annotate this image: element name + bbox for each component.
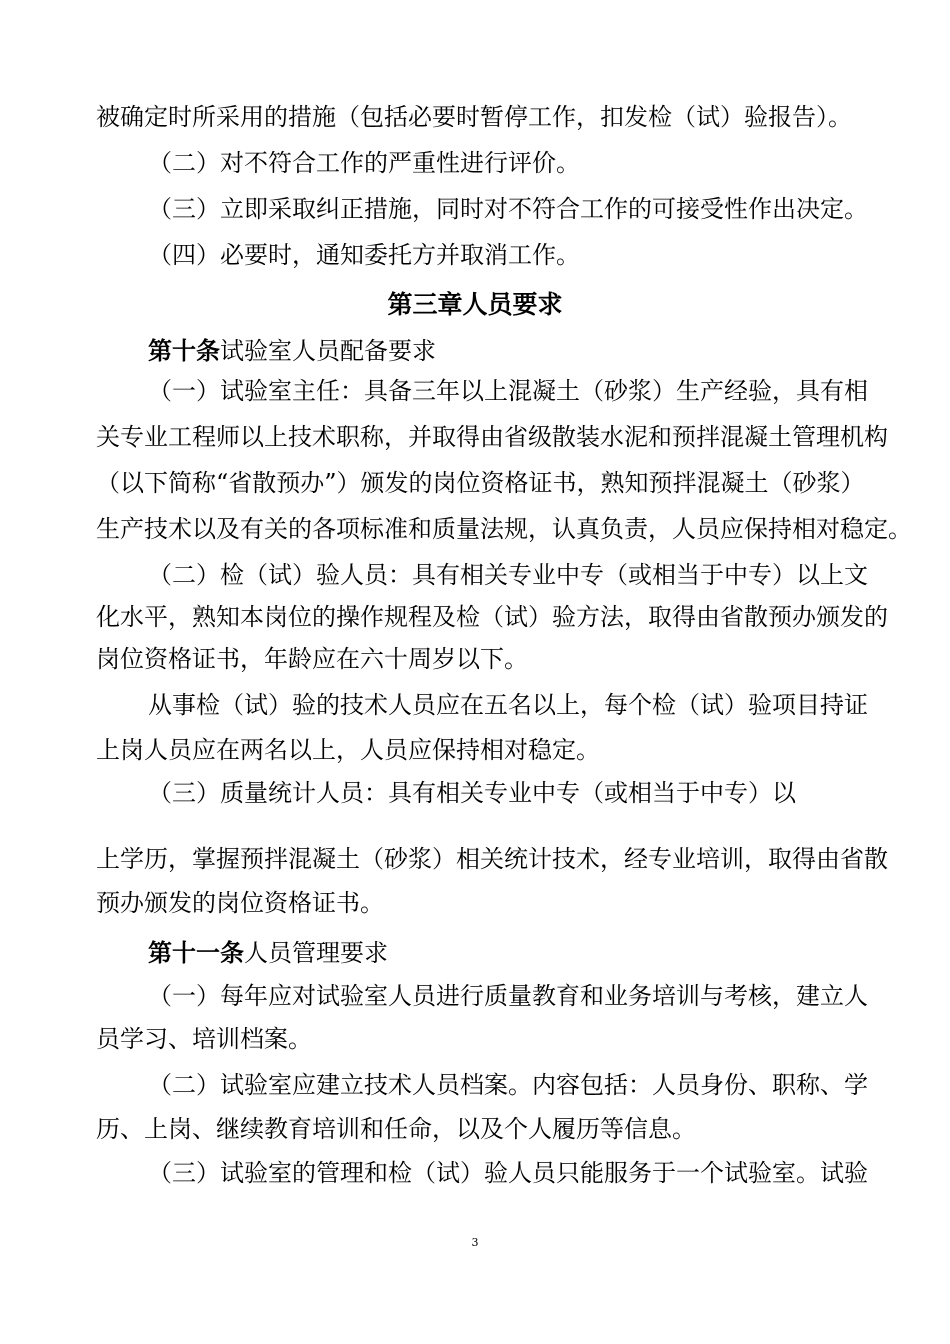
paragraph-line: 上岗人员应在两名以上，人员应保持相对稳定。 (96, 736, 600, 764)
paragraph-line: （一）试验室主任：具备三年以上混凝土（砂浆）生产经验，具有相 (148, 377, 868, 405)
paragraph-line: （三）质量统计人员：具有相关专业中专（或相当于中专）以 (148, 779, 796, 807)
paragraph-line: （三）立即采取纠正措施，同时对不符合工作的可接受性作出决定。 (148, 195, 868, 223)
article-title: 试验室人员配备要求 (220, 337, 436, 365)
paragraph-line: 生产技术以及有关的各项标准和质量法规，认真负责，人员应保持相对稳定。 (96, 515, 912, 543)
paragraph-line: 被确定时所采用的措施（包括必要时暂停工作，扣发检（试）验报告）。 (96, 103, 852, 131)
paragraph-line: 上学历，掌握预拌混凝土（砂浆）相关统计技术，经专业培训，取得由省散 (96, 845, 888, 873)
article-number: 第十一条 (148, 939, 244, 967)
paragraph-line: 从事检（试）验的技术人员应在五名以上，每个检（试）验项目持证 (148, 691, 868, 719)
chapter-title: 第三章人员要求 (387, 290, 563, 319)
page-number: 3 (471, 1236, 479, 1249)
paragraph-line: （以下简称“省散预办”）颁发的岗位资格证书，熟知预拌混凝土（砂浆） (96, 469, 865, 497)
paragraph-line: （一）每年应对试验室人员进行质量教育和业务培训与考核，建立人 (148, 982, 868, 1010)
paragraph-line: 关专业工程师以上技术职称，并取得由省级散装水泥和预拌混凝土管理机构 (96, 423, 888, 451)
paragraph-line: 历、上岗、继续教育培训和任命，以及个人履历等信息。 (96, 1115, 696, 1143)
paragraph-line: 岗位资格证书，年龄应在六十周岁以下。 (96, 645, 528, 673)
article-heading (148, 937, 388, 969)
paragraph-line: （二）试验室应建立技术人员档案。内容包括：人员身份、职称、学 (148, 1071, 868, 1099)
article-number: 第十条 (148, 337, 220, 365)
paragraph-line: （二）对不符合工作的严重性进行评价。 (148, 149, 580, 177)
paragraph-line: 化水平，熟知本岗位的操作规程及检（试）验方法，取得由省散预办颁发的 (96, 603, 888, 631)
paragraph-line: （三）试验室的管理和检（试）验人员只能服务于一个试验室。试验 (148, 1159, 868, 1187)
paragraph-line: （四）必要时，通知委托方并取消工作。 (148, 241, 580, 269)
paragraph-line: 预办颁发的岗位资格证书。 (96, 889, 384, 917)
article-title: 人员管理要求 (244, 939, 388, 967)
paragraph-line: （二）检（试）验人员：具有相关专业中专（或相当于中专）以上文 (148, 561, 868, 589)
paragraph-line: 员学习、培训档案。 (96, 1025, 312, 1053)
article-heading (148, 335, 436, 367)
